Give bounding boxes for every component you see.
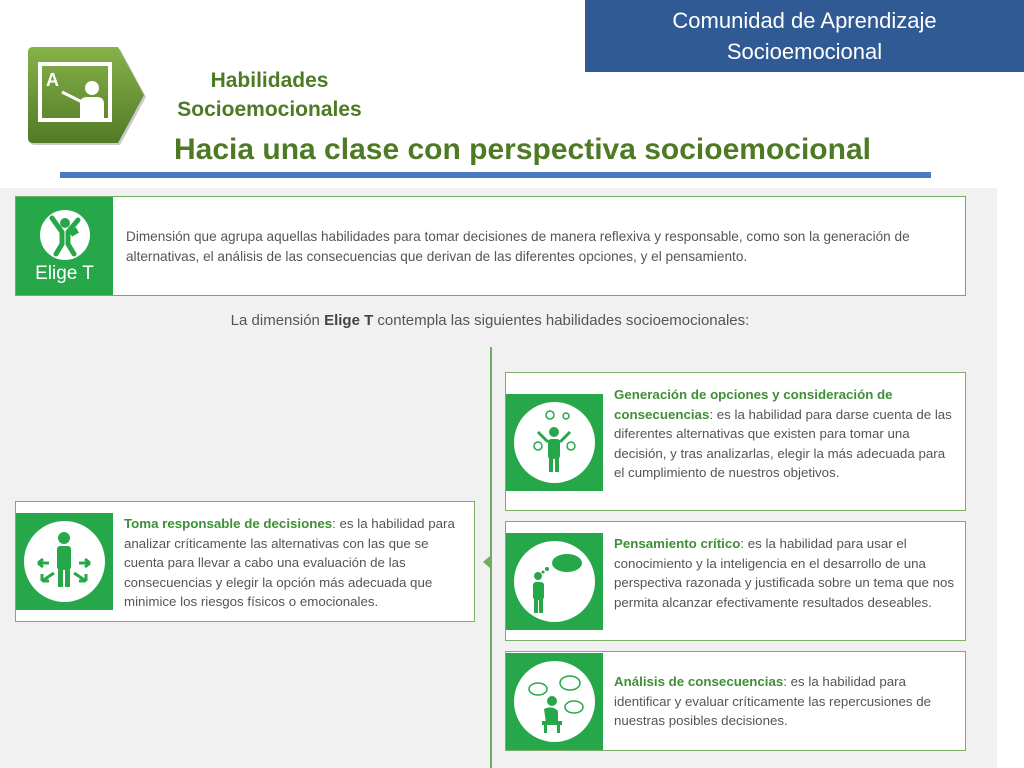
subtitle-line-1: Habilidades	[210, 69, 329, 92]
skill-generacion-opciones	[505, 372, 966, 511]
skill-analisis-name: Análisis de consecuencias	[614, 674, 784, 689]
skill-toma-description	[124, 514, 464, 612]
subtitle-line-2: Socioemocionales	[177, 98, 362, 121]
dimension-intro	[0, 312, 980, 329]
elige-t-tile	[16, 197, 113, 295]
connector-arrow	[483, 556, 490, 568]
page-title: Hacia una clase con perspectiva socioemocional	[174, 133, 871, 166]
skill-generacion-name: Generación de opciones y consideración de consecuencias	[614, 387, 893, 422]
skill-pensamiento-tile	[506, 533, 603, 630]
person-arrows-icon	[24, 521, 105, 602]
skill-toma-decisiones	[15, 501, 475, 622]
banner-line-1: Comunidad de Aprendizaje	[672, 8, 937, 33]
person-options-icon	[514, 402, 595, 483]
skill-analisis-text: : es la habilidad para identificar y evaluar críticamente las repercusiones de nuestras posibles decisiones.	[614, 674, 932, 729]
choice-figure-icon	[40, 210, 90, 260]
skill-toma-name: Toma responsable de decisiones	[124, 516, 333, 531]
logo-letter: A	[46, 70, 59, 90]
teacher-board-icon	[22, 44, 148, 146]
skill-toma-text: : es la habilidad para analizar críticamente las alternativas con las que se cuenta para llevar a cabo una evaluación de las consecuencias y elegir la opción más adecuada que minimice los riesgos físicos o emocionales.	[124, 516, 455, 610]
thinking-person-icon	[514, 541, 595, 622]
title-divider	[60, 172, 931, 178]
intro-bold: Elige T	[324, 312, 374, 329]
connector-line	[490, 347, 492, 768]
consequences-person-icon	[514, 661, 595, 742]
elige-t-box	[15, 196, 966, 296]
skill-pensamiento-description	[614, 534, 959, 612]
skill-toma-tile	[16, 513, 113, 610]
skill-pensamiento-text: : es la habilidad para usar el conocimiento y la inteligencia en el desarrollo de una perspectiva razonada y justificada sobre un tema que nos permita alcanzar efectivamente resultados deseables.	[614, 536, 955, 610]
intro-after: contempla las siguientes habilidades socioemocionales:	[373, 312, 750, 329]
skill-pensamiento-name: Pensamiento crítico	[614, 536, 741, 551]
skill-generacion-tile	[506, 394, 603, 491]
skill-pensamiento-critico	[505, 521, 966, 641]
elige-t-description: Dimensión que agrupa aquellas habilidades para tomar decisiones de manera reflexiva y responsable, como son la generación de alternativas, el análisis de las consecuencias que derivan de las diferentes opciones, y el pensamiento.	[126, 229, 910, 264]
skill-generacion-description	[614, 385, 959, 483]
intro-before: La dimensión	[230, 312, 325, 329]
section-subtitle	[172, 66, 367, 124]
skill-analisis-description	[614, 672, 959, 731]
skill-analisis-tile	[506, 653, 603, 750]
community-banner	[585, 0, 1024, 72]
banner-line-2: Socioemocional	[726, 39, 883, 64]
elige-t-label: Elige T	[35, 263, 94, 284]
skill-generacion-text: : es la habilidad para darse cuenta de las diferentes alternativas que existen para tomar una decisión, y tras analizarlas, elegir la más adecuada para el cumplimiento de nuestros objetivos.	[614, 406, 952, 481]
skill-analisis-consecuencias	[505, 651, 966, 751]
